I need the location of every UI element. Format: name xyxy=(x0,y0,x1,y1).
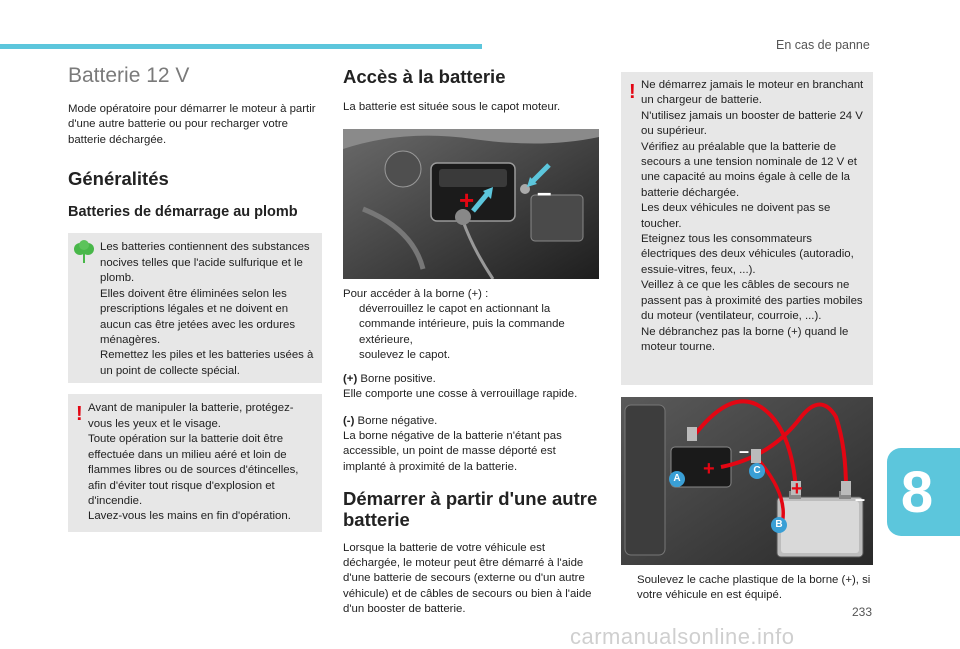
watermark: carmanualsonline.info xyxy=(570,624,795,649)
jump-cables-illustration xyxy=(621,397,873,565)
environment-tree-icon xyxy=(73,240,95,264)
label-b: B xyxy=(775,519,783,530)
jump-start-heading: Démarrer à partir d'une autre batterie xyxy=(343,488,598,531)
positive-terminal-text: Elle comporte une cosse à verrouillage rapide. xyxy=(343,388,578,401)
intro-text: Mode opératoire pour démarrer le moteur à partir d'une autre batterie ou pour recharger votre batterie déchargée. xyxy=(68,103,316,146)
label-c: C xyxy=(753,465,761,476)
chapter-number: 8 xyxy=(900,460,934,525)
battery-location-photo xyxy=(343,129,599,279)
jump-start-text: Lorsque la batterie de votre véhicule est déchargée, le moteur peut être démarré à l'aide d'une batterie de secours (externe ou d'un autre véhicule) et de câbles de secours ou bien à l'aide d'un booster de batterie. xyxy=(343,541,592,616)
svg-text:+: + xyxy=(703,458,715,480)
plus-sign-label: + xyxy=(459,184,475,215)
svg-text:+: + xyxy=(791,478,803,500)
step-item: déverrouillez le capot en actionnant la commande intérieure, puis la commande extérieure, xyxy=(359,303,565,346)
jump-cables-photo xyxy=(621,397,873,565)
column-battery-general xyxy=(68,64,322,532)
negative-terminal-text: La borne négative de la batterie n'étant pas accessible, un point de masse déporté est implanté à proximité de la batterie. xyxy=(343,429,562,473)
svg-text:–: – xyxy=(739,441,750,461)
page-title: Batterie 12 V xyxy=(68,64,190,87)
environment-note xyxy=(68,233,322,383)
warning-icon: ! xyxy=(629,81,636,103)
positive-terminal: (+) Borne positive. xyxy=(343,372,436,385)
jump-start-warning-text: Ne démarrez jamais le moteur en branchant un chargeur de batterie. N'utilisez jamais un booster de batterie 24 V ou supérieur. Vérifiez au préalable que la batterie de secours a une tension nominale de 12 V et une capacité au moins égale à celle de la batterie déchargée. Les deux véhicules ne doivent pas se toucher. Eteignez tous les consommateurs électriques des deux véhicules (autoradio, essuie-vitres, feux, ...). Veillez à ce que les câbles de secours ne passent pas à proximité des parties mobiles du moteur (ventilateur, courroie, ...). Ne débranchez pas la borne (+) quand le moteur tourne. xyxy=(641,79,864,353)
safety-warning xyxy=(68,394,322,532)
jump-start-warning xyxy=(621,72,873,385)
negative-terminal: (-) Borne négative. xyxy=(343,414,438,427)
access-intro: La batterie est située sous le capot moteur. xyxy=(343,101,561,114)
column-jump-start xyxy=(621,72,873,604)
section-title: En cas de panne xyxy=(776,38,870,52)
header-rule xyxy=(0,44,482,49)
column-battery-access xyxy=(343,64,601,618)
safety-warning-text: Avant de manipuler la batterie, protégez-vous les yeux et le visage. Toute opération sur la batterie doit être effectuée dans un milieu aéré et loin de flammes libres ou de sources d'étincelles, afin d'éviter tout risque d'explosion et d'incendie. Lavez-vous les mains en fin d'opération. xyxy=(88,402,299,523)
chapter-tab xyxy=(887,448,960,536)
label-a: A xyxy=(673,473,681,484)
svg-text:–: – xyxy=(855,489,866,509)
step-item: soulevez le capot. xyxy=(359,349,451,362)
access-heading: Accès à la batterie xyxy=(343,66,506,87)
page-number: 233 xyxy=(852,605,873,619)
final-step: Soulevez le cache plastique de la borne (+), si votre véhicule en est équipé. xyxy=(637,574,871,602)
warning-icon: ! xyxy=(76,403,83,426)
general-heading: Généralités xyxy=(68,168,169,190)
starter-battery-heading: Batteries de démarrage au plomb xyxy=(68,204,298,221)
environment-note-text: Les batteries contiennent des substances nocives telles que l'acide sulfurique et le plomb. Elles doivent être éliminées selon les prescriptions légales et ne doivent en aucun cas être jetées avec les ordures ménagères. Remettez les piles et les batteries usées à un point de collecte spécial. xyxy=(100,241,314,377)
minus-sign-label: – xyxy=(537,176,552,207)
steps-intro: Pour accéder à la borne (+) : xyxy=(343,287,489,300)
